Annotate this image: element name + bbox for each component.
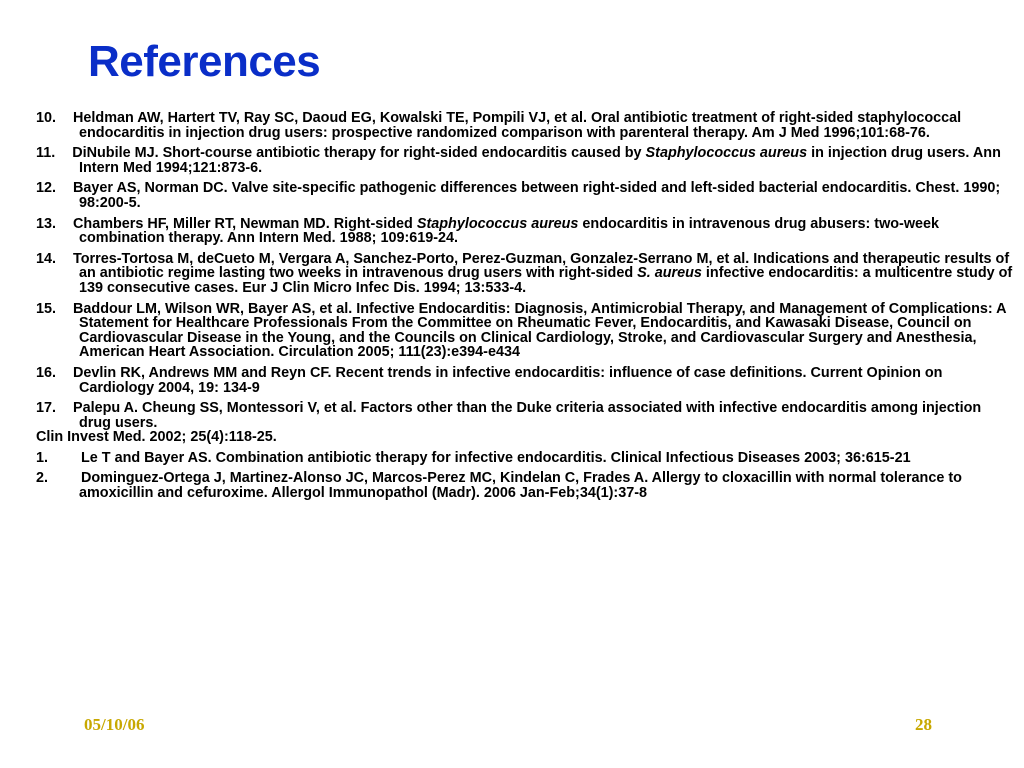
reference-text: Heldman AW, Hartert TV, Ray SC, Daoud EG, Kowalski TE, Pompili VJ, et al. Oral antibiotic treatment of right-sided staphylococcal endocarditis in injection drug users: prospective randomized comparison with parenteral therapy. Am J Med 1996;101:68-76. [73, 110, 962, 141]
reference-item [36, 146, 1016, 175]
species-name: S. aureus [637, 265, 702, 282]
reference-number: 14. [36, 250, 65, 267]
reference-item [36, 181, 1016, 210]
reference-text: Chambers HF, Miller RT, Newman MD. Right-sided Staphylococcus aureus endocarditis in intravenous drug abusers: two-week combination therapy. Ann Intern Med. 1988; 109:619-24. [73, 215, 940, 247]
reference-item [36, 217, 1016, 246]
reference-item [36, 111, 1016, 140]
reference-text: DiNubile MJ. Short-course antibiotic therapy for right-sided endocarditis caused by Staphylococcus aureus in injection drug users. Ann Intern Med 1994;121:873-6. [72, 145, 1001, 176]
reference-number: 13. [36, 215, 65, 232]
reference-text: Baddour LM, Wilson WR, Bayer AS, et al. Infective Endocarditis: Diagnosis, Antimicrobial Therapy, and Management of Complications: A Statement for Healthcare Professionals From the Committee on Rheumatic Fever, Endocarditis, and Kawasaki Disease, Council on Cardiovascular Disease in the Young, and the Councils on Clinical Cardiology, Stroke, and Cardiovascular Surgery and Anesthesia, American Heart Association. Circulation 2005; 111(23):e394-e434 [73, 300, 1007, 361]
reference-number: 11. [36, 145, 64, 162]
reference-text: Bayer AS, Norman DC. Valve site-specific pathogenic differences between right-sided and left-sided bacterial endocarditis. Chest. 1990; 98:200-5. [73, 180, 1001, 211]
reference-item [36, 401, 1016, 445]
page-number: 28 [915, 715, 932, 734]
reference-citation-line: Clin Invest Med. 2002; 25(4):118-25. [36, 429, 277, 446]
reference-text: Dominguez-Ortega J, Martinez-Alonso JC, Marcos-Perez MC, Kindelan C, Frades A. Allergy to cloxacillin with normal tolerance to amoxicillin and cefuroxime. Allergol Immunopathol (Madr). 2006 Jan-Feb;34(1):37-8 [79, 470, 962, 502]
reference-number: 16. [36, 364, 65, 381]
slide-title: References [88, 37, 321, 86]
footer-date: 05/10/06 [84, 715, 145, 734]
reference-item [36, 471, 1016, 500]
reference-list [36, 111, 1016, 507]
reference-text: Devlin RK, Andrews MM and Reyn CF. Recent trends in infective endocarditis: influence of case definitions. Current Opinion on Cardiology 2004, 19: 134-9 [73, 364, 943, 396]
species-name: Staphylococcus aureus [645, 145, 808, 162]
reference-item [36, 252, 1016, 296]
reference-number: 15. [36, 300, 65, 317]
reference-text: Palepu A. Cheung SS, Montessori V, et al. Factors other than the Duke criteria associated with infective endocarditis among injection drug users. Clin Invest Med. 2002; 25(4):118-25. [73, 400, 1016, 445]
reference-number: 12. [36, 180, 65, 197]
reference-text: Torres-Tortosa M, deCueto M, Vergara A, Sanchez-Porto, Perez-Guzman, Gonzalez-Serrano M, et al. Indications and therapeutic results of an antibiotic regime lasting two weeks in intravenous drug users with right-sided S. aureus infective endocarditis: a multicentre study of 139 consecutive cases. Eur J Clin Micro Infec Dis. 1994; 13:533-4. [73, 250, 1013, 296]
reference-item [36, 366, 1016, 395]
reference-item [36, 302, 1016, 360]
reference-item [36, 451, 1016, 466]
reference-text: Le T and Bayer AS. Combination antibiotic therapy for infective endocarditis. Clinical Infectious Diseases 2003; 36:615-21 [81, 449, 911, 466]
reference-number: 17. [36, 400, 65, 417]
species-name: Staphylococcus aureus [416, 215, 579, 232]
reference-number: 2. [36, 470, 72, 487]
reference-number: 10. [36, 110, 65, 126]
reference-number: 1. [36, 449, 72, 466]
